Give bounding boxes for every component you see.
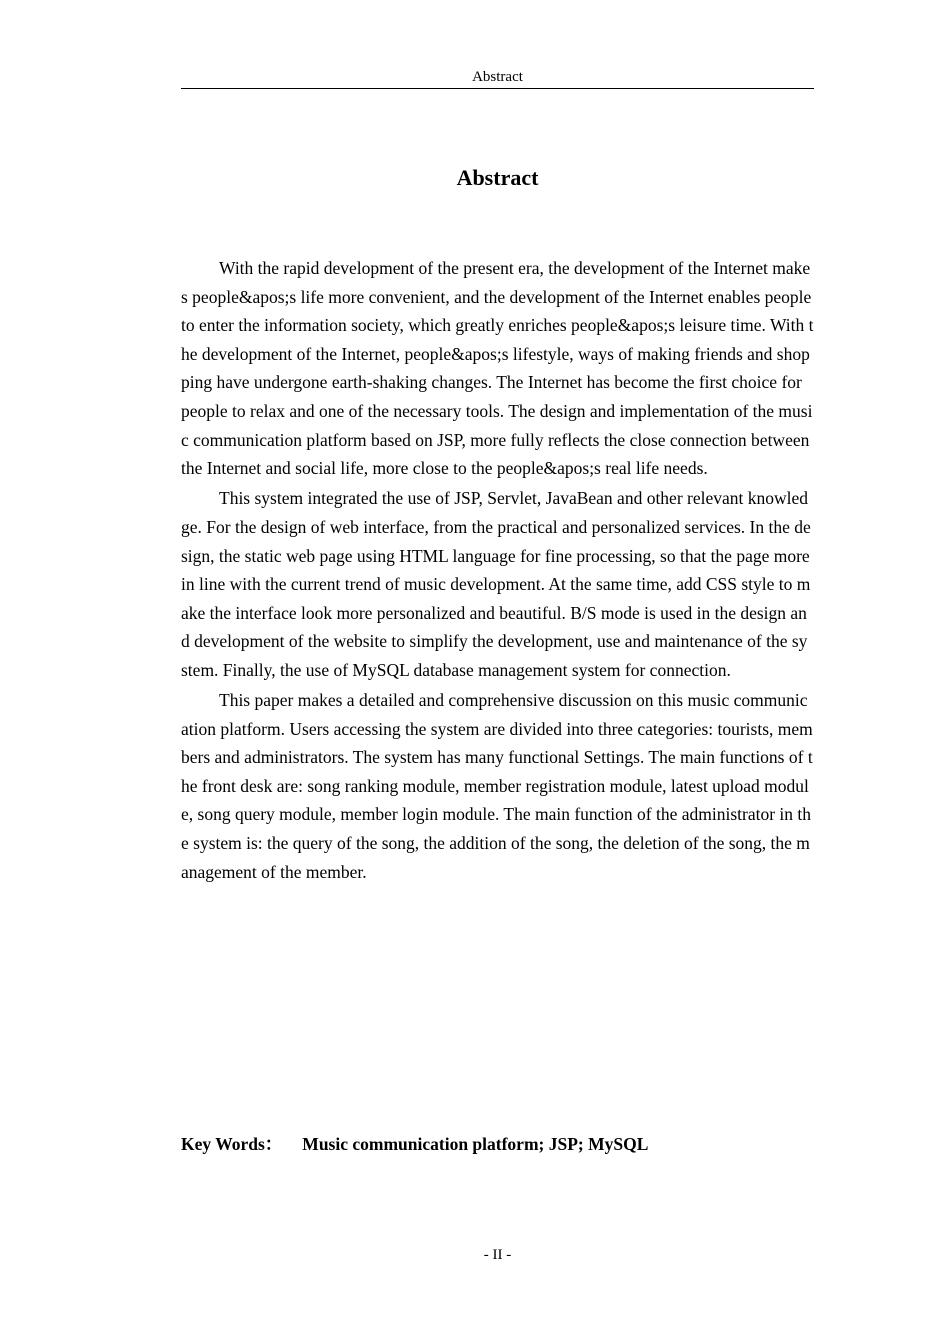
page-title: Abstract bbox=[456, 165, 539, 190]
abstract-paragraph-3: This paper makes a detailed and comprehensive discussion on this music communication platform. Users accessing the system are divided into three categories: tourists, members and administrators. The system has many functional Settings. The main functions of the front desk are: song ranking module, member registration module, latest upload module, song query module, member login module. The main function of the administrator in the system is: the query of the song, the addition of the song, the deletion of the song, the management of the member. bbox=[181, 690, 813, 882]
keywords-value: Music communication platform; JSP; MySQL bbox=[302, 1134, 649, 1154]
running-header: Abstract bbox=[181, 68, 814, 89]
abstract-body bbox=[181, 254, 814, 888]
abstract-paragraph-2: This system integrated the use of JSP, Servlet, JavaBean and other relevant knowledge. For the design of web interface, from the practical and personalized services. In the design, the static web page using HTML language for fine processing, so that the page more in line with the current trend of music development. At the same time, add CSS style to make the interface look more personalized and beautiful. B/S mode is used in the design and development of the website to simplify the development, use and maintenance of the system. Finally, the use of MySQL database management system for connection. bbox=[181, 488, 811, 680]
abstract-paragraph-1: With the rapid development of the present era, the development of the Internet makes people&apos;s life more convenient, and the development of the Internet enables people to enter the information society, which greatly enriches people&apos;s leisure time. With the development of the Internet, people&apos;s lifestyle, ways of making friends and shopping have undergone earth-shaking changes. The Internet has become the first choice for people to relax and one of the necessary tools. The design and implementation of the music communication platform based on JSP, more fully reflects the close connection between the Internet and social life, more close to the people&apos;s real life needs. bbox=[181, 258, 814, 479]
keywords-line bbox=[181, 1131, 814, 1157]
page-number: - II - bbox=[483, 1247, 512, 1263]
keywords-label: Key Words： bbox=[181, 1134, 283, 1154]
